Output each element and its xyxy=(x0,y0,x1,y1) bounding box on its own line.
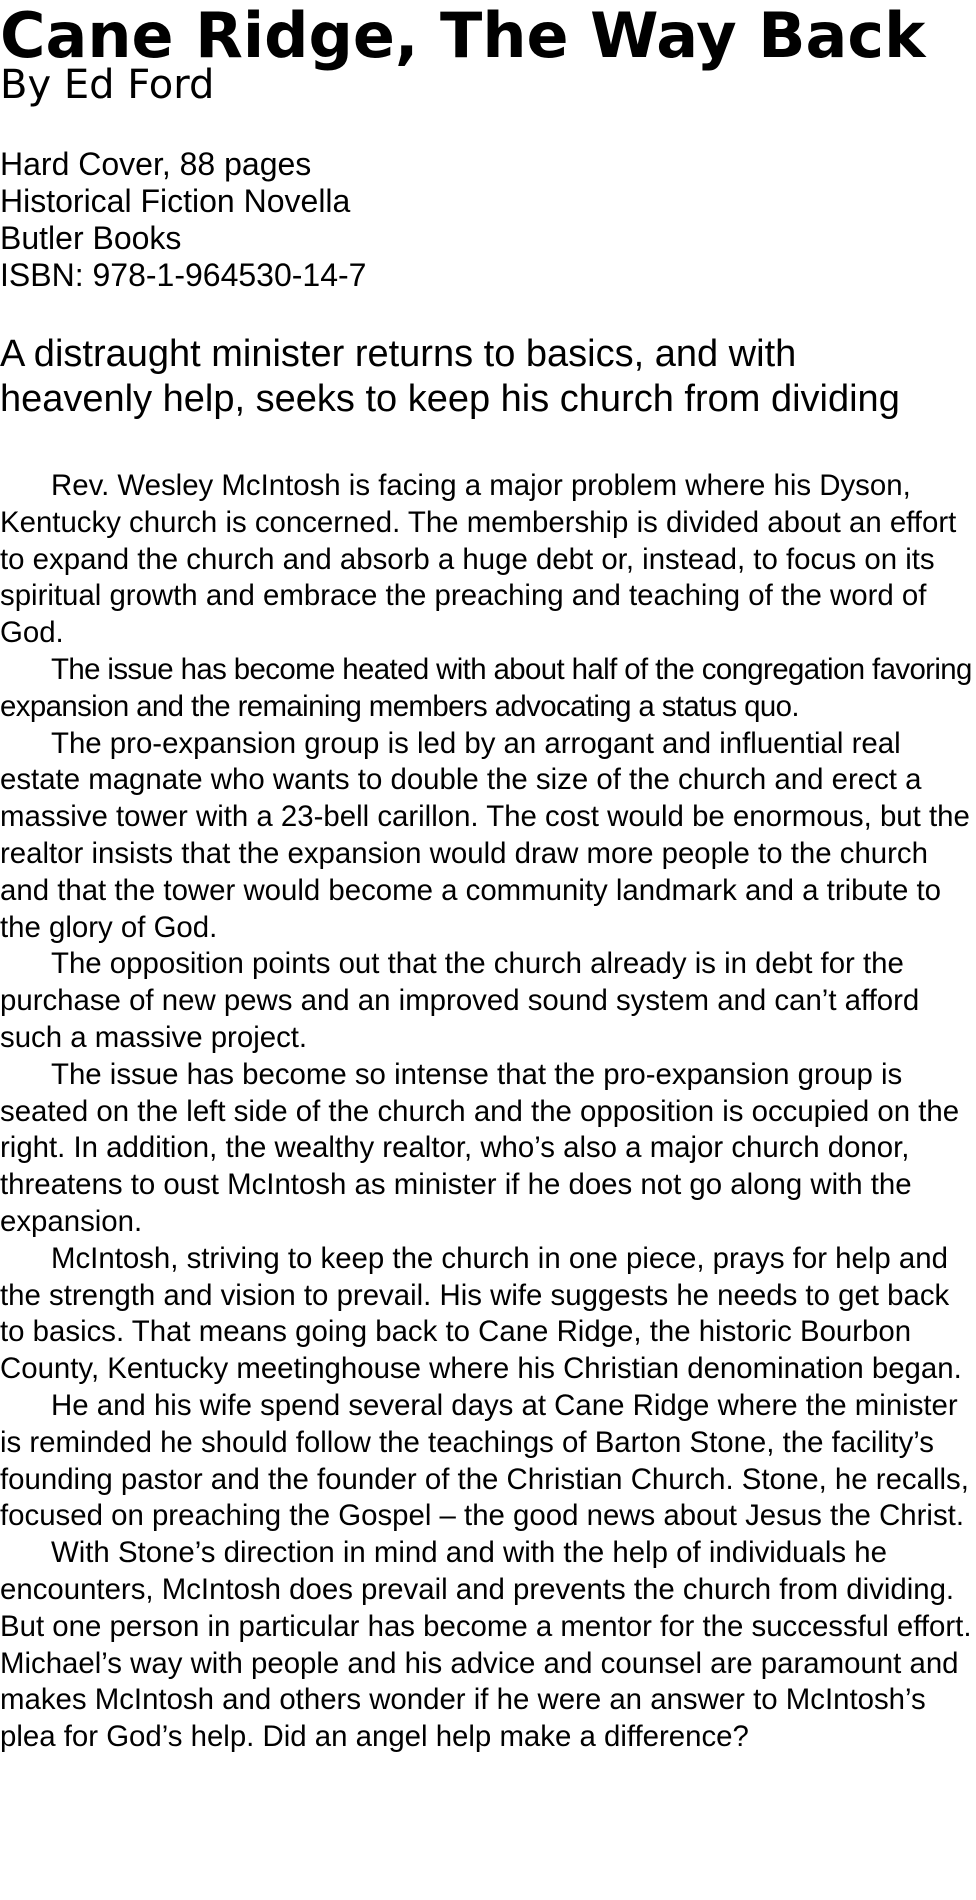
book-genre: Historical Fiction Novella xyxy=(0,183,351,219)
tagline xyxy=(0,332,976,422)
synopsis-paragraph: He and his wife spend several days at Cane Ridge where the minister is reminded he should follow the teachings of Barton Stone, the facility’s founding pastor and the founder of the Christian Church. Stone, he recalls, focused on preaching the Gospel – the good news about Jesus the Christ. xyxy=(0,1388,969,1533)
book-format: Hard Cover, 88 pages xyxy=(0,146,312,182)
book-title: Cane Ridge, The Way Back xyxy=(0,0,926,72)
synopsis xyxy=(0,468,976,1756)
tagline-line-1: A distraught minister returns to basics, and with xyxy=(0,333,797,375)
synopsis-paragraph: Rev. Wesley McIntosh is facing a major problem where his Dyson, Kentucky church is concerned. The membership is divided about an effort to expand the church and absorb a huge debt or, instead, to focus on its spiritual growth and embrace the preaching and teaching of the word of God. xyxy=(0,469,957,650)
synopsis-paragraph: The issue has become heated with about half of the congregation favoring expansion and the remaining members advocating a status quo. xyxy=(0,652,972,723)
synopsis-paragraph: The opposition points out that the church already is in debt for the purchase of new pews and an improved sound system and can’t afford such a massive project. xyxy=(0,947,920,1054)
tagline-line-2: heavenly help, seeks to keep his church from dividing xyxy=(0,378,900,420)
book-publisher: Butler Books xyxy=(0,220,182,256)
synopsis-paragraph: With Stone’s direction in mind and with the help of individuals he encounters, McIntosh does prevail and prevents the church from dividing. But one person in particular has become a mentor for the successful effort. Michael’s way with people and his advice and counsel are paramount and makes McIntosh and others wonder if he were an answer to McIntosh’s plea for God’s help. Did an angel help make a difference? xyxy=(0,1536,972,1754)
synopsis-paragraph: The pro-expansion group is led by an arrogant and influential real estate magnate who wants to double the size of the church and erect a massive tower with a 23-bell carillon. The cost would be enormous, but the realtor insists that the expansion would draw more people to the church and that the tower would become a community landmark and a tribute to the glory of God. xyxy=(0,726,970,944)
book-isbn: ISBN: 978-1-964530-14-7 xyxy=(0,257,367,293)
book-details xyxy=(0,146,976,294)
synopsis-paragraph: McIntosh, striving to keep the church in one piece, prays for help and the strength and vision to prevail. His wife suggests he needs to get back to basics. That means going back to Cane Ridge, the historic Bourbon County, Kentucky meetinghouse where his Christian denomination began. xyxy=(0,1241,962,1386)
synopsis-paragraph: The issue has become so intense that the pro-expansion group is seated on the left side of the church and the opposition is occupied on the right. In addition, the wealthy realtor, who’s also a major church donor, threatens to oust McIntosh as minister if he does not go along with the expansion. xyxy=(0,1057,960,1238)
author-byline: By Ed Ford xyxy=(0,62,215,108)
